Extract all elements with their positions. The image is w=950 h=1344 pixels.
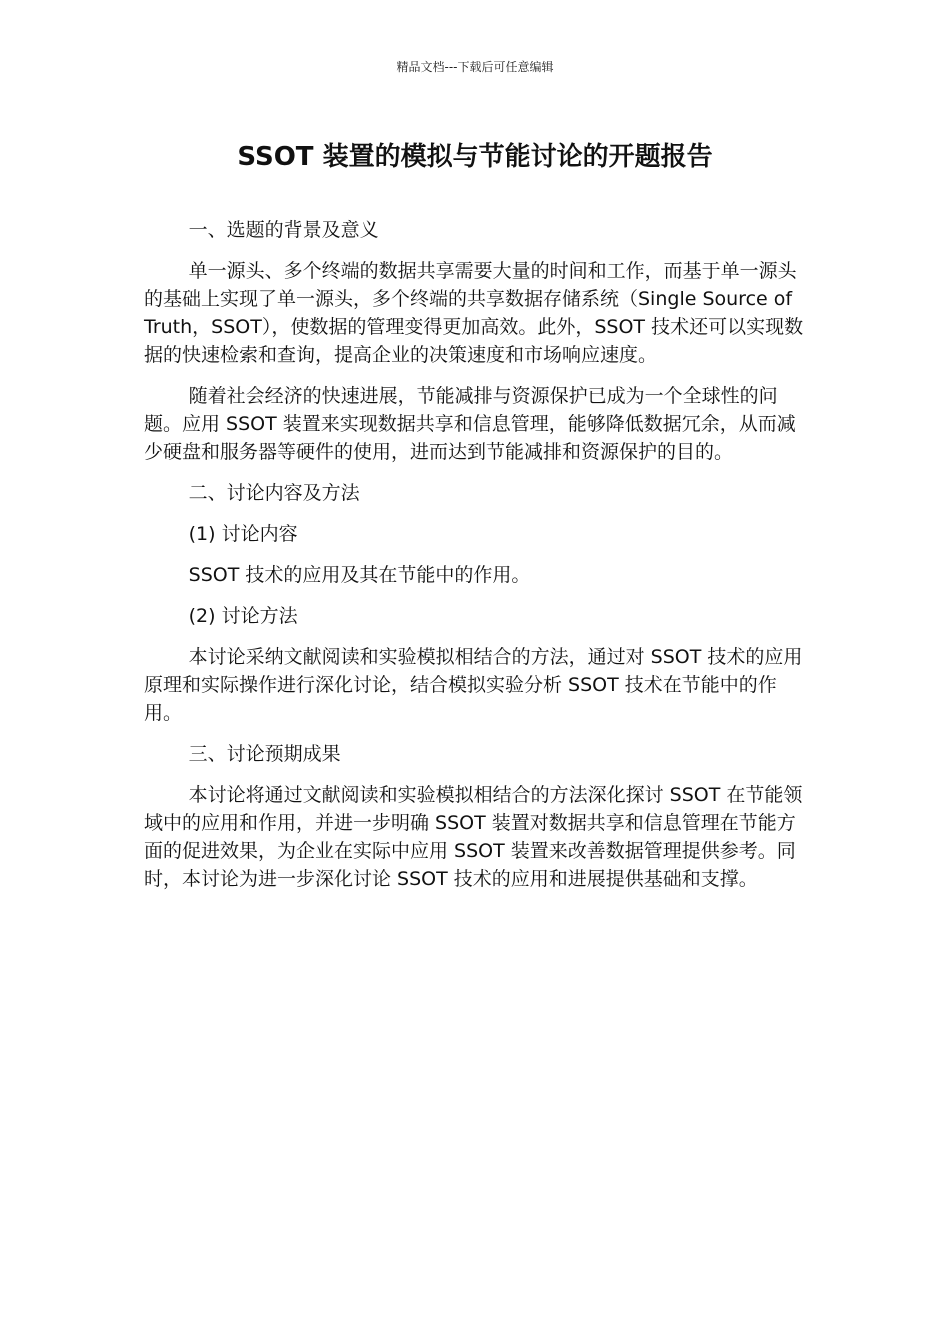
document-body bbox=[144, 216, 808, 906]
paragraph-content-summary: SSOT 技术的应用及其在节能中的作用。 bbox=[188, 564, 531, 586]
section-heading-background: 一、选题的背景及意义 bbox=[188, 219, 379, 241]
paragraph-expected-results: 本讨论将通过文献阅读和实验模拟相结合的方法深化探讨 SSOT 在节能领域中的应用和作用，并进一步明确 SSOT 装置对数据共享和信息管理在节能方面的促进效果，为企业在实际中应用 SSOT 装置来改善数据管理提供参考。同时，本讨论为进一步深化讨论 SSOT 技术的应用和进展提供基础和支撑。 bbox=[144, 784, 803, 890]
paragraph-methods: 本讨论采纳文献阅读和实验模拟相结合的方法，通过对 SSOT 技术的应用原理和实际操作进行深化讨论，结合模拟实验分析 SSOT 技术在节能中的作用。 bbox=[144, 646, 803, 724]
section-heading-expected-results: 三、讨论预期成果 bbox=[188, 743, 341, 765]
page-header: 精品文档---下载后可任意编辑 bbox=[396, 60, 554, 74]
section-heading-content-methods: 二、讨论内容及方法 bbox=[188, 482, 360, 504]
document-title: SSOT 装置的模拟与节能讨论的开题报告 bbox=[237, 142, 713, 172]
subheading-methods: (2) 讨论方法 bbox=[188, 605, 298, 627]
paragraph-ssot-intro: 单一源头、多个终端的数据共享需要大量的时间和工作，而基于单一源头的基础上实现了单一源头，多个终端的共享数据存储系统（Single Source of Truth，SSOT），使数据的管理变得更加高效。此外，SSOT 技术还可以实现数据的快速检索和查询，提高企业的决策速度和市场响应速度。 bbox=[144, 260, 804, 366]
paragraph-energy-saving: 随着社会经济的快速进展，节能减排与资源保护已成为一个全球性的问题。应用 SSOT 装置来实现数据共享和信息管理，能够降低数据冗余，从而减少硬盘和服务器等硬件的使用，进而达到节能减排和资源保护的目的。 bbox=[144, 385, 796, 463]
subheading-content: (1) 讨论内容 bbox=[188, 523, 298, 545]
